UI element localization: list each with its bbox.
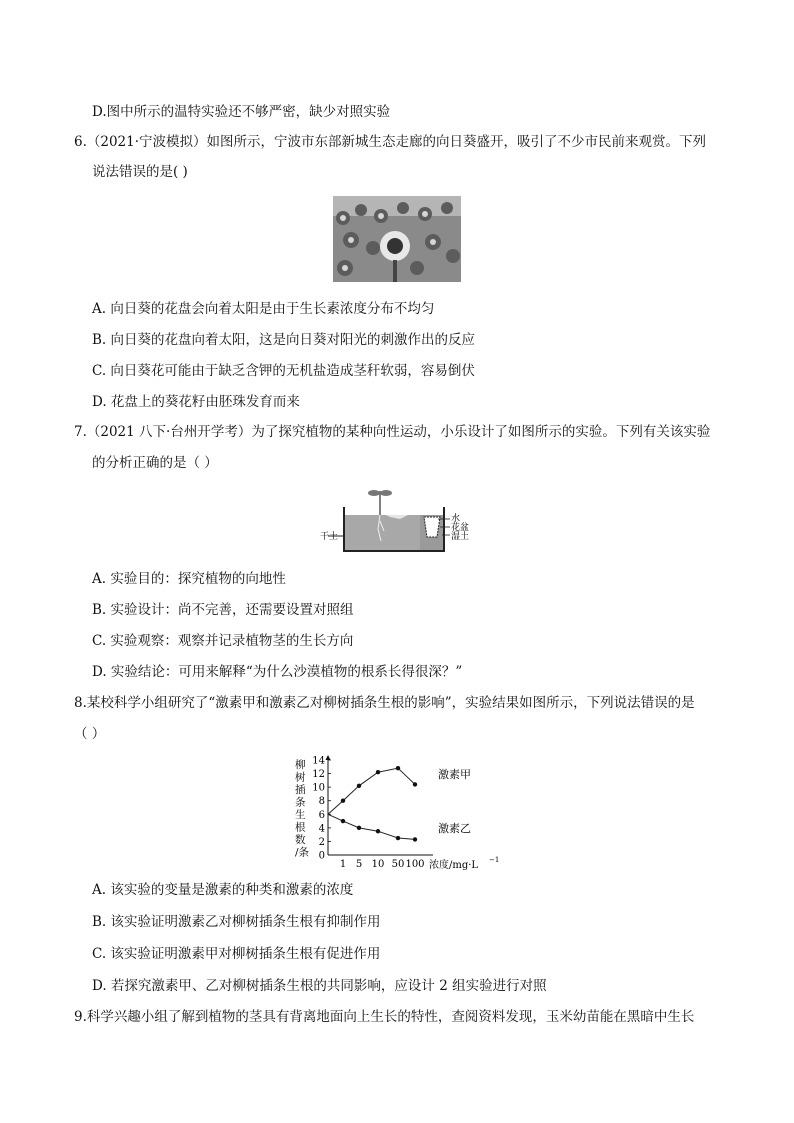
series-line [328,814,415,839]
label-dry-soil: 干土 [320,532,339,542]
y-tick-label: 10 [312,782,325,794]
q5-option-d: D.图中所示的温特实验还不够严密，缺少对照实验 [92,104,391,120]
label-water: 水 [451,514,461,524]
q6-option-c: C. 向日葵花可能由于缺乏含钾的无机盐造成茎秆软弱，容易倒伏 [92,363,475,379]
y-tick-label: 2 [318,836,325,848]
series-line [328,768,415,814]
y-tick-label: 14 [312,755,325,767]
y-tick-label: 6 [318,809,325,821]
q8-option-d: D. 若探究激素甲、乙对柳树插条生根的共同影响，应设计 2 组实验进行对照 [92,978,547,994]
q7-option-c: C. 实验观察：观察并记录植物茎的生长方向 [92,633,354,649]
x-tick-label: 100 [405,859,425,870]
x-tick-label: 10 [371,859,385,870]
series-label: 激素乙 [438,822,471,835]
series-label: 激素甲 [438,768,471,781]
y-axis-label-char: 插 [295,784,306,796]
y-axis-arrow [326,755,331,760]
x-tick-label: 5 [355,859,363,870]
experiment-diagram [320,485,470,555]
q7-option-a: A. 实验目的：探究植物的向地性 [92,571,286,587]
data-point [413,782,417,786]
y-axis-label-char: 生 [295,809,306,821]
q6-stem-line2: 说法错误的是( ) [92,164,188,180]
label-wet-soil: 湿土 [451,532,470,542]
q8-stem-line2: （ ） [74,726,106,742]
y-tick-label: 8 [318,796,325,808]
q8-option-a: A. 该实验的变量是激素的种类和激素的浓度 [92,882,354,898]
data-point [341,799,345,803]
q8-stem-line1: 8.某校科学小组研究了“激素甲和激素乙对柳树插条生根的影响”，实验结果如图所示，下列说法错误的是 [74,695,695,711]
data-point [413,837,417,841]
data-point [376,829,380,833]
q7-option-d: D. 实验结论：可用来解释“为什么沙漠植物的根系长得很深？” [92,664,463,680]
q8-option-b: B. 该实验证明激素乙对柳树插条生根有抑制作用 [92,914,381,930]
q7-stem-line1: 7.（2021 八下·台州开学考）为了探究植物的某种向性运动，小乐设计了如图所示的实验。下列有关该实验 [74,424,711,440]
q6-option-b: B. 向日葵的花盘向着太阳，这是向日葵对阳光的刺激作出的反应 [92,332,476,348]
y-tick-label: 4 [318,823,325,835]
y-tick-label: 12 [312,769,325,781]
q8-option-c: C. 该实验证明激素甲对柳树插条生根有促进作用 [92,946,381,962]
x-tick-label: 50 [391,859,405,870]
data-point [357,784,361,788]
q6-stem-line1: 6.（2021·宁波模拟）如图所示，宁波市东部新城生态走廊的向日葵盛开，吸引了不少市民前来观赏。下列 [74,134,707,150]
x-axis-label: 浓度/mg·L [429,860,479,871]
hormone-line-chart [288,752,508,872]
label-flower-pot: 花盆 [451,523,470,533]
q7-option-b: B. 实验设计：尚不完善，还需要设置对照组 [92,602,354,618]
q9-stem-line1: 9.科学兴趣小组了解到植物的茎具有背离地面向上生长的特性，查阅资料发现，玉米幼苗能在黑暗中生长 [74,1009,695,1025]
y-tick-label: 0 [318,850,325,862]
y-axis-label-char: /条 [295,846,310,859]
y-axis-label-char: 根 [295,821,306,834]
y-axis-label-char: 数 [295,834,306,846]
data-point [357,826,361,830]
y-axis-label-char: 柳 [295,759,306,771]
data-point [396,836,400,840]
data-point [376,770,380,774]
x-axis-label-superscript: −1 [489,856,500,864]
x-tick-label: 1 [339,859,347,870]
sunflower-photo [333,196,461,282]
q6-option-d: D. 花盘上的葵花籽由胚珠发育而来 [92,394,300,410]
y-axis-label-char: 条 [295,796,306,809]
q6-option-a: A. 向日葵的花盘会向着太阳是由于生长素浓度分布不均匀 [92,301,435,317]
data-point [341,819,345,823]
data-point [396,766,400,770]
y-axis-label-char: 树 [295,771,306,784]
q7-stem-line2: 的分析正确的是（ ） [92,455,218,471]
